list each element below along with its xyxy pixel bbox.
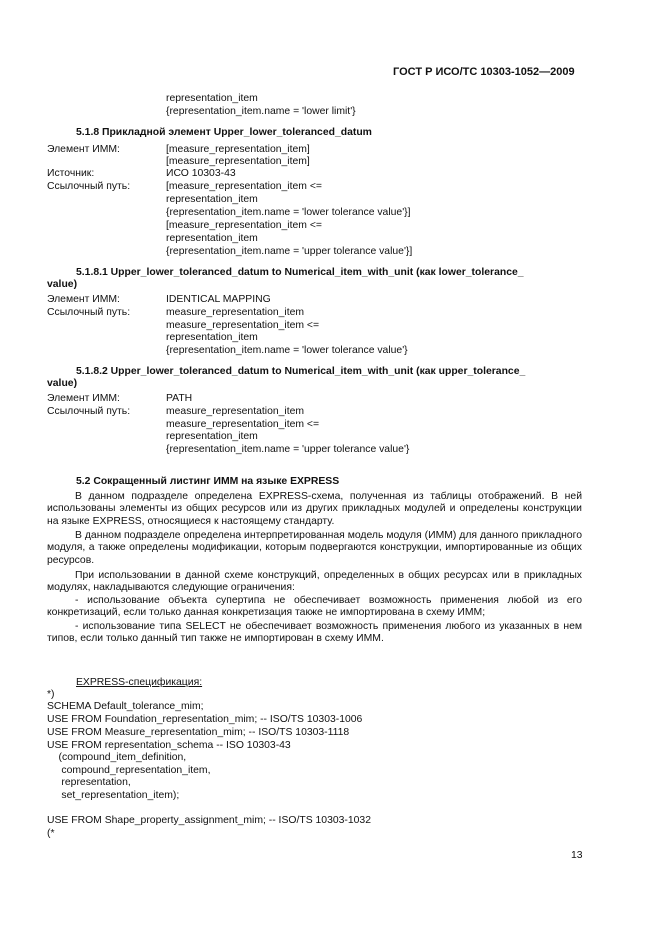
list-item: - использование объекта супертипа не обеспечивает возможность применения любой из его конкретизаций, если только данная конкретизация также не импортирована в схему ИММ;: [47, 595, 582, 619]
imm-value: PATH: [166, 393, 193, 404]
ref-path-line: representation_item: [166, 194, 258, 205]
ref-path-line: [measure_representation_item <=: [166, 220, 322, 231]
ref-path-line: measure_representation_item <=: [166, 419, 320, 430]
paragraph: В данном подразделе определена EXPRESS-схема, полученная из таблицы отображений. В ней использованы элементы из общих ресурсов или из других прикладных модулей и определены конструкции на языке EXPRESS, относящиеся к настоящему стандарту.: [47, 491, 582, 527]
ref-path-line: {representation_item.name = 'upper tolerance value'}]: [166, 246, 413, 257]
section-5-1-8-1-heading-cont: value): [47, 279, 78, 290]
section-5-1-8-heading: 5.1.8 Прикладной элемент Upper_lower_toleranced_datum: [76, 127, 372, 138]
code-line: USE FROM Measure_representation_mim; -- ISO/TS 10303-1118: [47, 727, 350, 738]
imm-value: [measure_representation_item]: [166, 156, 310, 167]
ref-path-label: Ссылочный путь:: [47, 181, 131, 192]
source-label: Источник:: [47, 168, 95, 179]
ref-path-line: [measure_representation_item <=: [166, 181, 322, 192]
section-5-1-8-2-heading-cont: value): [47, 378, 78, 389]
ref-path-line: representation_item: [166, 332, 258, 343]
ref-path-line: measure_representation_item: [166, 307, 305, 318]
code-line: USE FROM Foundation_representation_mim; -- ISO/TS 10303-1006: [47, 714, 363, 725]
continued-line: {representation_item.name = 'lower limit'}: [166, 106, 356, 117]
code-line: *): [47, 689, 55, 700]
imm-label: Элемент ИММ:: [47, 294, 120, 305]
section-5-1-8-2-heading: 5.1.8.2 Upper_lower_toleranced_datum to Numerical_item_with_unit (как upper_tolerance_: [76, 366, 526, 377]
list-item: - использование типа SELECT не обеспечивает возможность применения любого из указанных в нем типов, если только данный тип также не импортирован в схему ИММ.: [47, 621, 582, 645]
ref-path-line: {representation_item.name = 'upper tolerance value'}: [166, 444, 410, 455]
section-5-2-heading: 5.2 Сокращенный листинг ИММ на языке EXPRESS: [76, 476, 340, 487]
paragraph: При использовании в данной схеме конструкций, определенных в общих ресурсах или в прикладных модулях, накладываются следующие ограничения:: [47, 570, 582, 594]
code-line: SCHEMA Default_tolerance_mim;: [47, 701, 204, 712]
code-line: (compound_item_definition,: [47, 752, 187, 763]
page-number: 13: [571, 850, 583, 861]
ref-path-line: representation_item: [166, 431, 258, 442]
source-value: ИСО 10303-43: [166, 168, 236, 179]
imm-label: Элемент ИММ:: [47, 144, 120, 155]
imm-label: Элемент ИММ:: [47, 393, 120, 404]
code-line: USE FROM representation_schema -- ISO 10303-43: [47, 740, 291, 751]
code-line: (*: [47, 828, 55, 839]
ref-path-line: {representation_item.name = 'lower tolerance value'}]: [166, 207, 411, 218]
ref-path-line: representation_item: [166, 233, 258, 244]
ref-path-label: Ссылочный путь:: [47, 307, 131, 318]
imm-value: [measure_representation_item]: [166, 144, 310, 155]
code-line: compound_representation_item,: [47, 765, 211, 776]
paragraph: В данном подразделе определена интерпретированная модель модуля (ИММ) для данного прикладного модуля, а также определены модификации, которым подвергаются конструкции, импортированные из общих ресурсов.: [47, 530, 582, 566]
ref-path-line: measure_representation_item <=: [166, 320, 320, 331]
running-header: ГОСТ Р ИСО/ТС 10303-1052—2009: [393, 66, 575, 78]
ref-path-line: {representation_item.name = 'lower tolerance value'}: [166, 345, 408, 356]
code-line: set_representation_item);: [47, 790, 180, 801]
imm-value: IDENTICAL MAPPING: [166, 294, 271, 305]
section-5-1-8-1-heading: 5.1.8.1 Upper_lower_toleranced_datum to Numerical_item_with_unit (как lower_tolerance_: [76, 267, 524, 278]
continued-line: representation_item: [166, 93, 258, 104]
code-line: USE FROM Shape_property_assignment_mim; -- ISO/TS 10303-1032: [47, 815, 371, 826]
ref-path-line: measure_representation_item: [166, 406, 305, 417]
express-label: EXPRESS-спецификация:: [76, 677, 203, 688]
code-line: representation,: [47, 777, 131, 788]
ref-path-label: Ссылочный путь:: [47, 406, 131, 417]
